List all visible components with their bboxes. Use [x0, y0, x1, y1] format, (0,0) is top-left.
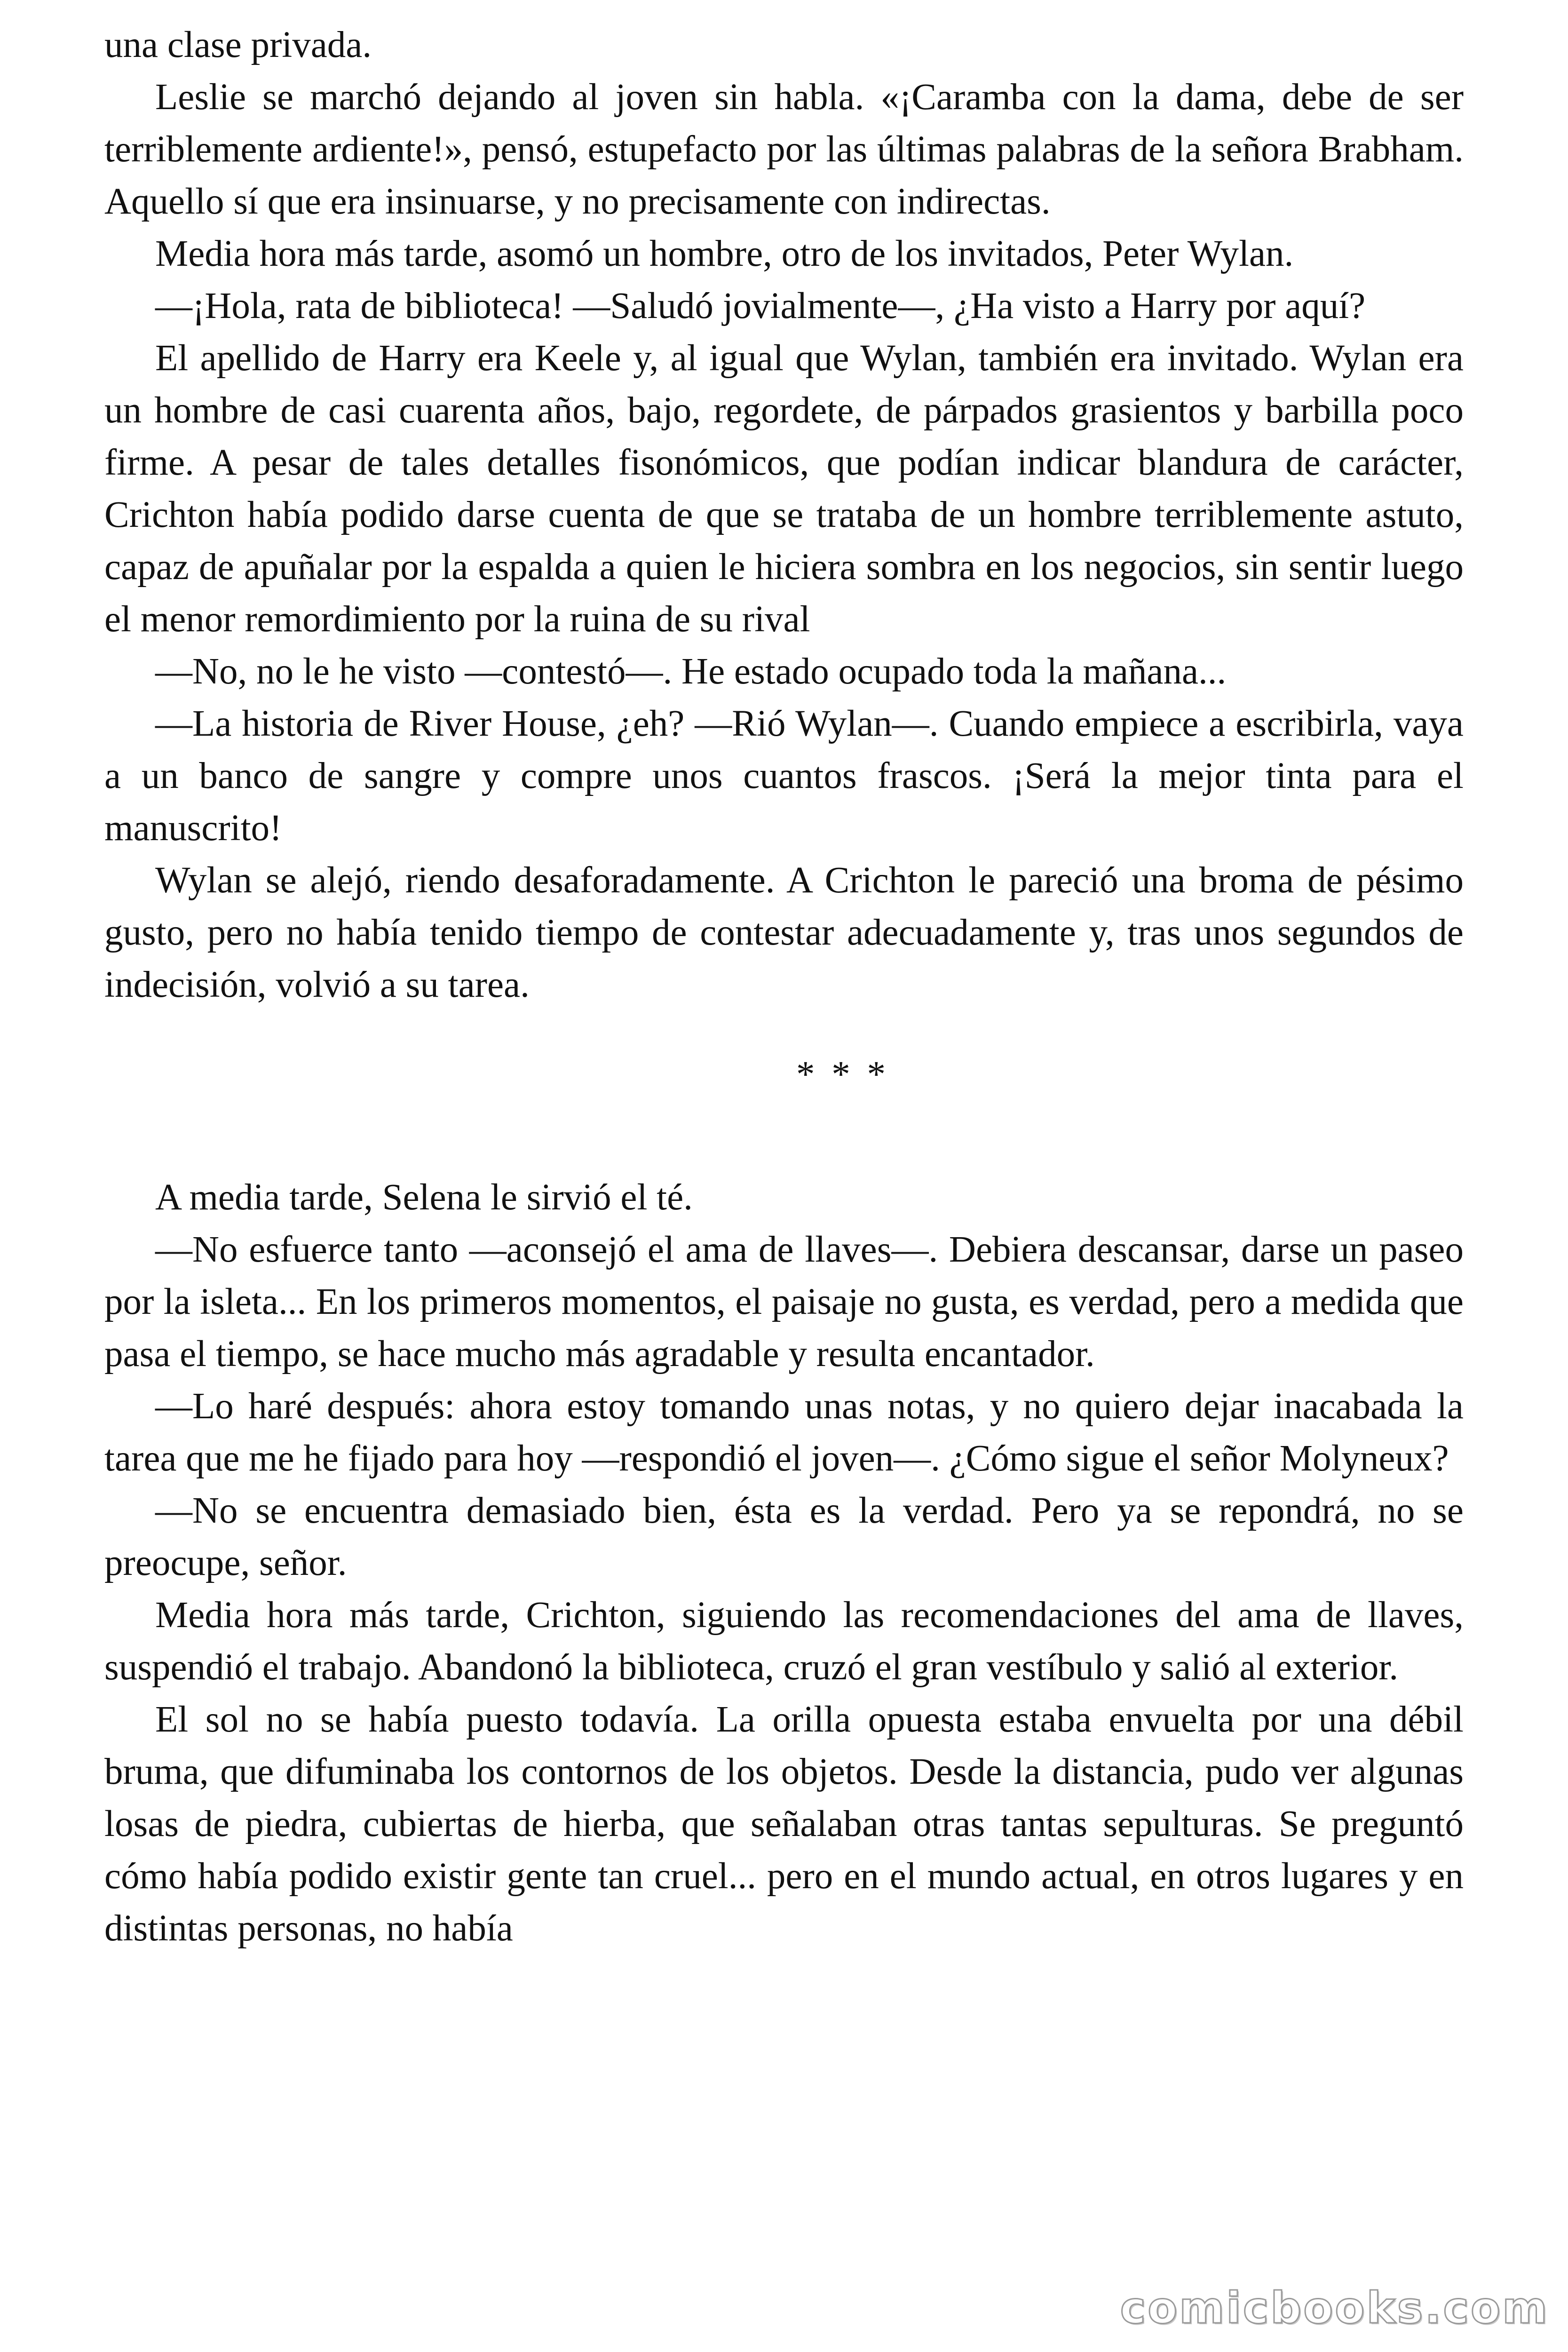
paragraph: Media hora más tarde, asomó un hombre, otro de los invitados, Peter Wylan.: [155, 233, 1294, 274]
paragraph: una clase privada.: [104, 24, 372, 65]
watermark-logo: comicbooks.com: [1120, 2283, 1549, 2333]
paragraph: —La historia de River House, ¿eh? —Rió Wylan—. Cuando empiece a escribirla, vaya a un banco de sangre y compre unos cuantos frascos. ¡Será la mejor tinta para el manuscrito!: [104, 703, 1464, 849]
paragraph: A media tarde, Selena le sirvió el té.: [155, 1177, 693, 1218]
paragraph: —Lo haré después: ahora estoy tomando unas notas, y no quiero dejar inacabada la tarea que me he fijado para hoy —respondió el joven—. ¿Cómo sigue el señor Molyneux?: [104, 1386, 1464, 1479]
paragraph: Leslie se marchó dejando al joven sin habla. «¡Caramba con la dama, debe de ser terriblemente ardiente!», pensó, estupefacto por las últimas palabras de la señora Brabham. Aquello sí que era insinuarse, y no precisamente con indirectas.: [104, 77, 1464, 222]
paragraph: El sol no se había puesto todavía. La orilla opuesta estaba envuelta por una débil bruma, que difuminaba los contornos de los objetos. Desde la distancia, pudo ver algunas losas de piedra, cubiertas de hierba, que señalaban otras tantas sepulturas. Se preguntó cómo había podido existir gente tan cruel... pero en el mundo actual, en otros lugares y en distintas personas, no había: [104, 1699, 1464, 1949]
paragraph: —No se encuentra demasiado bien, ésta es la verdad. Pero ya se repondrá, no se preocupe, señor.: [104, 1490, 1464, 1583]
paragraph: —No esfuerce tanto —aconsejó el ama de llaves—. Debiera descansar, darse un paseo por la isleta... En los primeros momentos, el paisaje no gusta, es verdad, pero a medida que pasa el tiempo, se hace mucho más agradable y resulta encantador.: [104, 1229, 1464, 1375]
paragraph: El apellido de Harry era Keele y, al igual que Wylan, también era invitado. Wylan era un hombre de casi cuarenta años, bajo, regordete, de párpados grasientos y barbilla poco firme. A pesar de tales detalles fisonómicos, que podían indicar blandura de carácter, Crichton había podido darse cuenta de que se trataba de un hombre terriblemente astuto, capaz de apuñalar por la espalda a quien le hiciera sombra en los negocios, sin sentir luego el menor remordimiento por la ruina de su rival: [104, 338, 1464, 640]
book-page: [104, 19, 1464, 1955]
paragraph: Wylan se alejó, riendo desaforadamente. A Crichton le pareció una broma de pésimo gusto, pero no había tenido tiempo de contestar adecuadamente y, tras unos segundos de indecisión, volvió a su tarea.: [104, 860, 1464, 1005]
paragraph: Media hora más tarde, Crichton, siguiendo las recomendaciones del ama de llaves, suspendió el trabajo. Abandonó la biblioteca, cruzó el gran vestíbulo y salió al exterior.: [104, 1595, 1464, 1688]
section-separator: * * *: [796, 1054, 889, 1095]
paragraph: —¡Hola, rata de biblioteca! —Saludó jovialmente—, ¿Ha visto a Harry por aquí?: [155, 286, 1366, 326]
paragraph: —No, no le he visto —contestó—. He estado ocupado toda la mañana...: [155, 651, 1227, 692]
